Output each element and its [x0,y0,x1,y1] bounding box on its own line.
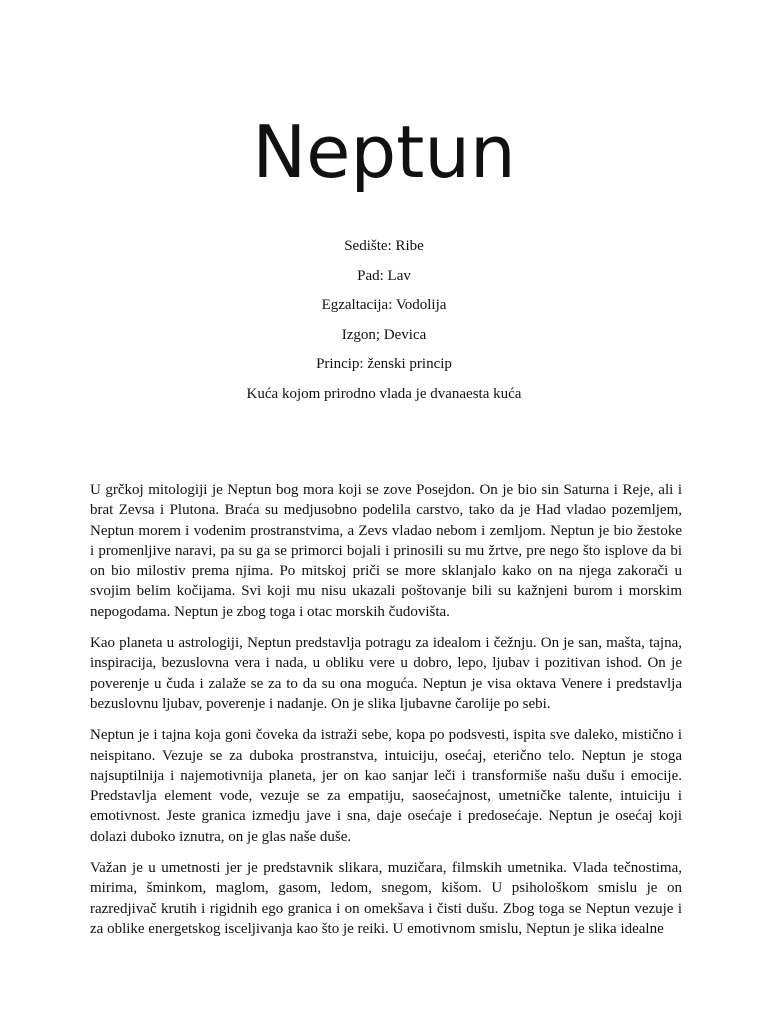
property-fall: Pad: Lav [357,267,411,284]
property-principle: Princip: ženski princip [316,356,452,373]
property-natural-house: Kuća kojom prirodno vlada je dvanaesta kuća [246,385,522,402]
paragraph-astrology: Kao planeta u astrologiji, Neptun predstavlja potragu za idealom i čežnju. On je san, mašta, tajna, inspiracija, bezuslovna vera i nada, u obliku vere u dobro, lepo, ljubav i pozitivan ishod. On je poverenje u čuda i zalaže se za to da su ona moguća. Neptun je visa oktava Venere i predstavlja bezuslovnu ljubav, poverenje i nadanje. On je slika ljubavne čarolije po sebi. [90,635,682,712]
planet-properties-list [0,232,768,410]
property-rulership: Sedište: Ribe [344,238,424,254]
property-detriment: Izgon; Devica [341,326,427,343]
paragraph-mystery: Neptun je i tajna koja goni čoveka da istraži sebe, kopa po podsvesti, ispita sve daleko, mistično i neispitano. Vezuje se za duboka prostranstva, intuiciju, osećaj, eterično telo. Neptun je stoga najsuptilnija i najemotivnija planeta, jer on kao sanjar leči i transformiše našu dušu i emocije. Predstavlja element vode, vezuje se za empatiju, saosećajnost, umetničke talente, intuiciju i emotivnost. Jeste granica izmedju jave i sna, daje osećaje i predosećaje. Neptun je osećaj koji dolazi duboko iznutra, on je glas naše duše. [90,727,682,845]
paragraph-art: Važan je u umetnosti jer je predstavnik slikara, muzičara, filmskih umetnika. Vlada tečnostima, mirima, šminkom, maglom, gasom, ledom, snegom, kišom. U psihološkom smislu je on razredjivač krutih i rigidnih ego granica i on omekšava i čisti dušu. Zbog toga se Neptun vezuje i za oblike energetskog isceljivanja kao što je reiki. U emotivnom smislu, Neptun je slika idealne [90,860,682,937]
document-body [90,480,682,950]
paragraph-mythology: U grčkoj mitologiji je Neptun bog mora koji se zove Posejdon. On je bio sin Saturna i Reje, ali i brat Zevsa i Plutona. Braća su medjusobno podelila carstvo, tako da je Had vladao pozemljem, Neptun morem i vodenim prostranstvima, a Zevs vladao nebom i zemljom. Neptun je bio žestoke i promenljive naravi, pa su ga se primorci bojali i prinosili su mu žrtve, pre nego što isplove da bi on bio milostiv prema njima. Po mitskoj priči se more sklanjalo kako on na njega zakorači u svojim belim kočijama. Svi koji mu nisu ukazali poštovanje bili su kažnjeni burom i morskim nepogodama. Neptun je zbog toga i otac morskih čudovišta. [90,482,682,620]
page-title: Neptun [252,110,516,194]
property-exaltation: Egzaltacija: Vodolija [321,297,447,314]
